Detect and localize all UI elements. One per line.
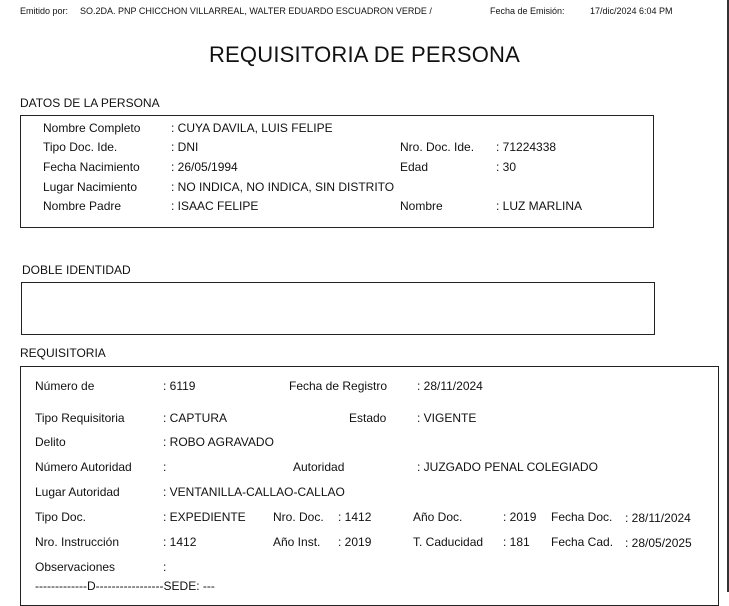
authority-number-label: Número Autoridad: [35, 460, 132, 474]
emitted-by-value: SO.2DA. PNP CHICCHON VILLARREAL, WALTER EDUARDO ESCUADRON VERDE /: [80, 6, 432, 16]
double-identity-box: [21, 282, 655, 335]
instruction-number-label: Nro. Instrucción: [35, 535, 120, 549]
authority-place-value: : VENTANILLA-CALLAO-CALLAO: [163, 485, 345, 499]
id-doc-number-label: Nro. Doc. Ide.: [400, 140, 475, 154]
registry-date-value: : 28/11/2024: [417, 379, 483, 393]
authority-number-value: :: [163, 460, 167, 474]
authority-value: : JUZGADO PENAL COLEGIADO: [417, 460, 598, 474]
requisitoria-box: [20, 366, 719, 606]
doc-date-value: : 28/11/2024: [625, 511, 691, 525]
section-title-requisitoria: REQUISITORIA: [20, 346, 106, 360]
doc-number-label: Nro. Doc.: [273, 510, 324, 524]
instruction-year-label: Año Inst.: [273, 535, 321, 549]
instruction-number-value: : 1412: [163, 535, 197, 549]
age-label: Edad: [400, 160, 429, 174]
expiry-date-value: : 28/05/2025: [625, 536, 692, 550]
birth-place-label: Lugar Nacimiento: [43, 180, 138, 194]
req-number-value: : 6119: [163, 379, 196, 393]
father-name-label: Nombre Padre: [43, 199, 122, 213]
expiry-term-value: : 181: [503, 535, 530, 549]
issue-date-label: Fecha de Emisión:: [490, 6, 565, 16]
crime-value: : ROBO AGRAVADO: [163, 435, 274, 449]
expiry-term-label: T. Caducidad: [413, 535, 484, 549]
birth-date-value: : 26/05/1994: [171, 160, 238, 174]
age-value: : 30: [496, 160, 517, 174]
doc-year-label: Año Doc.: [413, 510, 463, 524]
observations-value: :: [163, 560, 167, 574]
mother-name-value: : LUZ MARLINA: [496, 199, 583, 213]
instruction-year-value: : 2019: [338, 535, 372, 549]
doc-year-value: : 2019: [503, 510, 537, 524]
req-type-label: Tipo Requisitoria: [35, 411, 125, 425]
req-number-label: Número de: [35, 379, 95, 393]
status-label: Estado: [349, 411, 387, 425]
section-title-double-identity: DOBLE IDENTIDAD: [22, 263, 131, 277]
mother-name-label: Nombre: [400, 199, 443, 213]
doc-number-value: : 1412: [338, 510, 372, 524]
father-name-value: : ISAAC FELIPE: [171, 199, 259, 213]
sede-line: -------------D-----------------SEDE: ---: [35, 579, 215, 593]
status-value: : VIGENTE: [417, 411, 477, 425]
page-title: REQUISITORIA DE PERSONA: [208, 42, 521, 67]
id-doc-type-label: Tipo Doc. Ide.: [43, 140, 118, 154]
birth-date-label: Fecha Nacimiento: [43, 160, 140, 174]
observations-label: Observaciones: [35, 560, 116, 574]
doc-date-label: Fecha Doc.: [551, 510, 613, 524]
req-type-value: : CAPTURA: [163, 411, 228, 425]
full-name-value: : CUYA DAVILA, LUIS FELIPE: [171, 121, 333, 135]
id-doc-type-value: : DNI: [171, 140, 199, 154]
section-title-persona: DATOS DE LA PERSONA: [20, 96, 160, 110]
authority-label: Autoridad: [293, 460, 345, 474]
doc-type-value: : EXPEDIENTE: [163, 510, 246, 524]
birth-place-value: : NO INDICA, NO INDICA, SIN DISTRITO: [171, 180, 395, 194]
expiry-date-label: Fecha Cad.: [551, 535, 614, 549]
authority-place-label: Lugar Autoridad: [35, 485, 120, 499]
crime-label: Delito: [35, 435, 66, 449]
registry-date-label: Fecha de Registro: [289, 379, 388, 393]
emitted-by-label: Emitido por:: [20, 6, 69, 16]
full-name-label: Nombre Completo: [43, 121, 141, 135]
doc-type-label: Tipo Doc.: [35, 510, 86, 524]
issue-date-value: 17/dic/2024 6:04 PM: [590, 6, 673, 16]
id-doc-number-value: : 71224338: [496, 140, 557, 154]
